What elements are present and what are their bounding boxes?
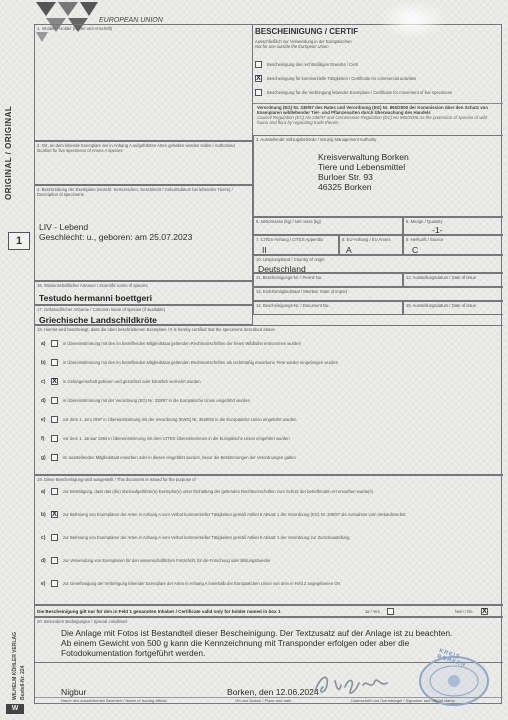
field-5-net-mass	[253, 217, 403, 235]
authority-street: Burloer Str. 93	[318, 172, 373, 182]
validity-text: Die Bescheinigung gilt nur für den in Feld 1 genannten Inhaber / Certificate valid only for holder named in box 1	[37, 609, 281, 614]
field-12-label: 12. Ausstellungsdatum / Date of issue	[406, 275, 477, 280]
field-5-label: 5. Nettomasse (kg) / Net mass (kg)	[256, 219, 321, 224]
field-19-item-checkbox[interactable]	[51, 557, 58, 564]
authority-dept: Tiere und Lebensmittel	[318, 162, 406, 172]
field-19-item-id: a)	[41, 489, 46, 495]
form-frame	[34, 17, 502, 704]
validity-yes-label: Ja / Yes	[365, 609, 380, 614]
field-19-item-text: zur Bestätigung, dass das (die) obenaufgeführte(n) Exemplar(e) unter Einhaltung der geltenden Rechtsvorschriften zum Schutz der betreffenden Art erworben wurde(n)	[63, 489, 374, 494]
field-6-quantity	[403, 217, 503, 235]
publisher-text: WILHELM KÖHLER VERLAG	[12, 631, 18, 700]
field-13-import-state	[253, 287, 503, 301]
official-name-caption: Name des ausstellenden Beamten / Name of issuing official	[61, 698, 167, 703]
field-19-item-text: zur Befreiung von Exemplaren der Arten in Anhang A vom Verbot kommerzieller Tätigkeiten gemäß Artikel 8 Absatz 1 der Verordnung (EG) Nr. 338/97 als Ausnahme vom Verkaufsverbot	[63, 512, 406, 517]
field-19-item-id: e)	[41, 581, 46, 587]
purpose-checkbox-2[interactable]: X	[256, 75, 261, 82]
field-17-label: 17. Gebräuchlicher Artname / Common name of species (if available)	[37, 307, 166, 312]
field-18-item-id: c)	[41, 379, 46, 385]
field-18-item-checkbox[interactable]	[51, 359, 58, 366]
field-19-label: 19. Diese Bescheinigung wird ausgestellt / This document is issued for the purpose of	[37, 477, 196, 482]
validity-yes-checkbox[interactable]	[387, 608, 394, 615]
field-19-item-id: c)	[41, 535, 46, 541]
purpose-checkbox-3[interactable]	[255, 89, 262, 96]
field-18-item-id: e)	[41, 417, 46, 423]
field-18-item-checkbox[interactable]	[51, 435, 58, 442]
place-and-date: Borken, den 12.06.2024	[227, 687, 319, 697]
field-18-item-text: in Übereinstimmung mit den im betreffenden Mitgliedstaat geltenden Rechtsvorschriften der freien Wildbahn entnommen wurden	[63, 341, 302, 346]
original-text: ORIGINAL / ORIGINAL	[4, 105, 13, 200]
order-number-text: Bestell-Nr. 224	[20, 665, 26, 700]
field-4-label: 4. Beschreibung der Exemplare (einschl. Kennzeichen, Geschlecht / Geburtsdatum bei lebenden Tieren) / Description of specimens	[37, 187, 233, 197]
field-3-authority	[253, 135, 503, 217]
field-19-item-checkbox[interactable]	[51, 534, 58, 541]
light-glare	[378, 0, 448, 40]
purpose-checkbox-1[interactable]	[255, 61, 262, 68]
field-7-label: 7. CITES-Anhang / CITES Appendix	[256, 237, 324, 242]
field-3-label: 3. Ausstellende Vollzugsbehörde / Issuing Management Authority	[256, 137, 377, 142]
field-4-description	[35, 185, 253, 281]
field-1-label: 1. Inhaber / Holder (Name und Anschrift)	[37, 26, 113, 31]
field-20-label: 20. Besondere Bedingungen / Special conditions	[37, 619, 128, 624]
condition-line-1: Die Anlage mit Fotos ist Bestandteil dieser Bescheinigung. Der Textzusatz auf der Anlage ist zu beachten.	[61, 628, 453, 638]
purpose-option-2: Bescheinigung für kommerzielle Tätigkeiten / Certificate for commercial activities	[267, 76, 417, 81]
cert-title: BESCHEINIGUNG / CERTIF	[255, 27, 359, 36]
field-9-source	[403, 235, 503, 255]
field-7-cites	[253, 235, 339, 255]
condition-line-3: Fotodokumentation fortgeführt werden.	[61, 648, 206, 658]
cert-subtitle-en: Not for use outside the European Union	[255, 44, 329, 49]
field-4-value	[39, 222, 192, 242]
cert-subtitle-de: Ausschließlich zur Verwendung in der Europäischen	[255, 39, 352, 44]
field-18-item-text: in Gefangenschaft geboren und gezüchtet oder künstlich vermehrt wurden	[63, 379, 201, 384]
field-19-item-text: zur Befreiung von Exemplaren der Arten in Anhang A vom Verbot kommerzieller Tätigkeiten gemäß Artikel 8 Absatz 1 der Verordnung zur Zurschaustellung	[63, 535, 350, 540]
field-18-item-text: vor dem 1. Juni 1997 in Übereinstimmung mit der Verordnung (EWG) Nr. 3626/82 in die Europäische Union eingeführt wurden	[63, 417, 297, 422]
authority-name: Kreisverwaltung Borken	[318, 152, 409, 162]
publisher-label	[12, 632, 18, 700]
stamp-text: KREIS BORKEN	[436, 647, 467, 669]
field-13-label: 13. Einfuhrmitgliedstaat / Member State of import	[256, 289, 348, 294]
validity-row	[35, 605, 503, 617]
field-16-label: 16. Wissenschaftlicher Artname / Scientific name of species	[37, 283, 148, 288]
union-title: EUROPEAN UNION	[99, 17, 163, 24]
regulation-text	[257, 105, 499, 125]
field-10-origin	[253, 255, 503, 273]
field-14-label: 14. Bescheinigungs-Nr. / Document No.	[256, 303, 330, 308]
field-19-item-checkbox[interactable]	[51, 580, 58, 587]
field-8-eu-annex	[339, 235, 403, 255]
regulation-en: Council Regulation (EC) No 338/97 and Commission Regulation (EC) No 865/2006 on the protection of species of wild fauna and flora by regulating trade therein	[257, 115, 487, 125]
field-8-label: 8. EU-Anhang / EU Annex	[342, 237, 391, 242]
field-19-item-id: d)	[41, 558, 46, 564]
field-18-item-checkbox[interactable]: X	[52, 378, 57, 385]
copy-number-box	[8, 232, 30, 250]
official-stamp	[417, 647, 491, 714]
cert-subtitle	[255, 39, 495, 49]
field-18-item-text: in Übereinstimmung mit den im betreffenden Mitgliedstaat geltenden Rechtsvorschriften als rechtmäßig erworbene Tiere wieder eingefangen wurden	[63, 360, 339, 365]
field-17-value: Griechische Landschildkröte	[39, 315, 157, 325]
regulation-de: Verordnung (EG) Nr. 338/97 des Rates und Verordnung (EG) Nr. 865/2006 der Kommission über den Schutz von Exemplaren wildlebender Tier- und Pflanzenarten durch Überwachung des Handels	[257, 105, 489, 115]
specimen-type: LIV - Lebend	[39, 222, 89, 232]
field-12-date	[403, 273, 503, 287]
validity-no-label: Nein / No	[455, 609, 473, 614]
authority-address	[318, 152, 409, 192]
field-18-item-checkbox[interactable]	[51, 397, 58, 404]
field-19-item-id: b)	[41, 512, 46, 518]
field-18-item-text: vor dem 1. Januar 1984 in Übereinstimmung mit dem CITES-Übereinkommen in die Europäische Union eingeführt wurden	[63, 436, 290, 441]
field-18-item-text: in Übereinstimmung mit der Verordnung (EG) Nr. 338/97 in die Europäische Union eingeführt wurden	[63, 398, 250, 403]
purpose-option-3: Bescheinigung für die Verbringung lebender Exemplare / Certificate for movement of live specimens	[267, 90, 453, 95]
field-9-label: 9. Herkunft / Source	[406, 237, 444, 242]
signature-caption: Unterschrift und Dienstsiegel / Signature and official stamp	[351, 698, 455, 703]
field-18-item-checkbox[interactable]	[51, 416, 58, 423]
field-18-item-id: b)	[41, 360, 46, 366]
publisher-logo: W	[6, 704, 24, 714]
field-6-label: 6. Menge / Quantity	[406, 219, 443, 224]
field-17-common-name	[35, 305, 253, 325]
order-number	[20, 666, 26, 700]
field-18-item-id: f)	[41, 436, 45, 442]
field-19-item-checkbox[interactable]	[51, 488, 58, 495]
condition-line-2: Ab einem Gewicht von 500 g kann die Kennzeichnung mit Transponder erfolgen oder aber die	[61, 638, 410, 648]
field-11-permit-no	[253, 273, 403, 287]
field-19-item-text: zur Genehmigung der Verbringung lebender Exemplare der Arten in Anhang A innerhalb der Europäischen Union von dem in Feld 2 angegebenen Ort	[63, 581, 341, 586]
field-18-label: 18. Hiermit wird bescheinigt, dass die oben beschriebenen Exemplare / It is hereby certified that the specimens described above	[37, 327, 275, 332]
field-2-location	[35, 141, 253, 185]
validity-no-checkbox[interactable]: X	[482, 608, 487, 615]
field-18-item-id: a)	[41, 341, 46, 347]
field-18-certification	[35, 325, 503, 475]
field-16-value: Testudo hermanni boettgeri	[39, 293, 152, 303]
field-7-value: II	[262, 245, 267, 255]
field-8-value: A	[346, 245, 352, 255]
field-10-label: 10. Ursprungsland / Country of origin	[256, 257, 325, 262]
issuing-official-name: Nigbur	[61, 687, 87, 697]
field-15-date	[403, 301, 503, 315]
field-18-item-checkbox[interactable]	[51, 454, 58, 461]
field-18-item-text: im ausstellenden Mitgliedstaat erworben oder in diesen eingeführt wurden, bevor die Bestimmungen der Verordnungen galten	[63, 455, 296, 460]
field-18-item-id: d)	[41, 398, 46, 404]
field-11-label: 11. Bescheinigungs-Nr. / Permit No.	[256, 275, 323, 280]
field-14-document-no	[253, 301, 403, 315]
original-label	[4, 106, 13, 200]
copy-number: 1	[15, 235, 23, 247]
field-19-item-checkbox[interactable]: X	[52, 511, 57, 518]
specimen-sex-birth: Geschlecht: u., geboren: am 25.07.2023	[39, 232, 193, 242]
field-19-item-text: zur Verwendung von Exemplaren für den wissenschaftlichen Fortschritt, für die Forschung oder Bildungszwecke	[63, 558, 271, 563]
place-date-caption: Ort und Datum / Place and date	[235, 698, 292, 703]
field-16-scientific-name	[35, 281, 253, 305]
field-18-item-id: g)	[41, 455, 46, 461]
field-10-value: Deutschland	[258, 264, 306, 274]
field-1-holder	[35, 25, 253, 141]
field-2-label: 2. Ort, an dem lebende Exemplare der in Anhang A aufgeführten Arten gehalten werden sollen / Authorised location for live specimens of Annex A species	[37, 143, 235, 153]
authority-city: 46325 Borken	[318, 182, 372, 192]
field-9-value: C	[412, 245, 419, 255]
field-6-value: -1-	[432, 225, 443, 235]
purpose-option-1: Bescheinigung des rechtmäßigen Erwerbs / Certi	[267, 62, 359, 67]
field-19-purpose	[35, 475, 503, 605]
field-15-label: 15. Ausstellungsdatum / Date of issue	[406, 303, 477, 308]
field-18-item-checkbox[interactable]	[51, 340, 58, 347]
